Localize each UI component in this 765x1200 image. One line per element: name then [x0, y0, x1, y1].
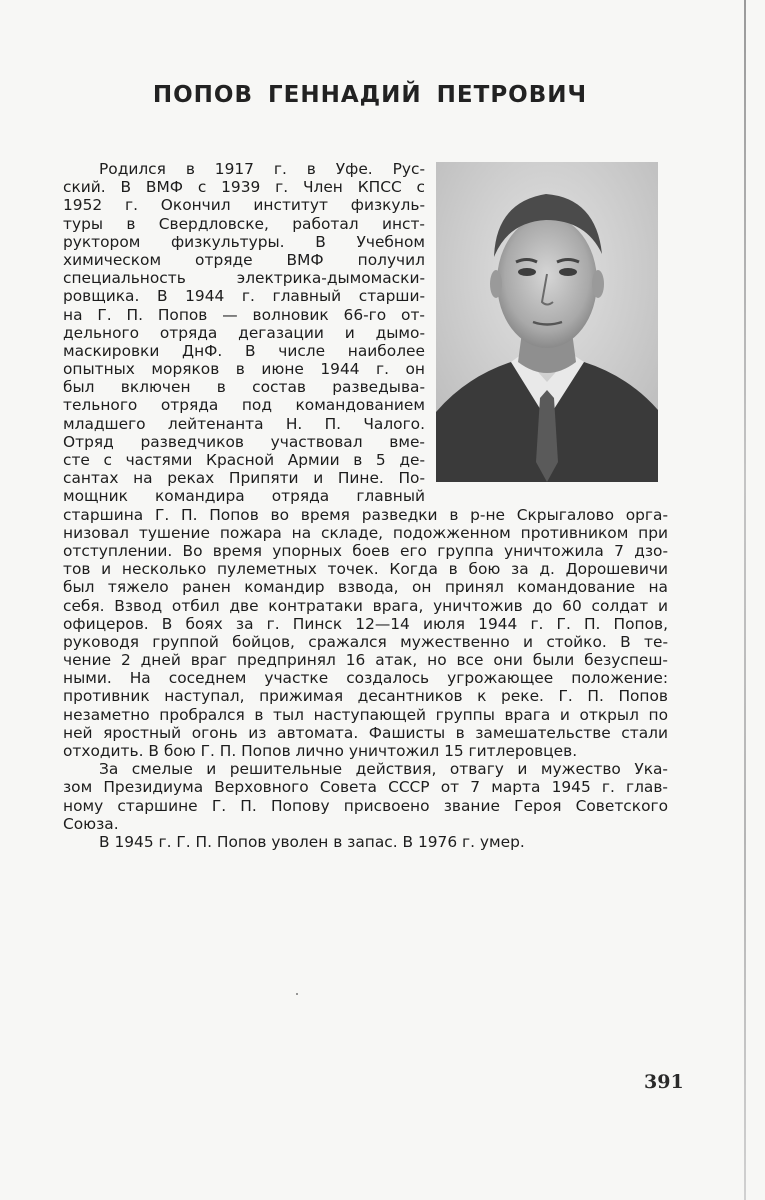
text-line: чение 2 дней враг предпринял 16 атак, но все они были безуспеш- [63, 651, 668, 670]
text-line: отступлении. Во время упорных боев его группа уничтожила 7 дзо- [63, 541, 668, 560]
page-edge-line [744, 0, 746, 1200]
text-line: руководя группой бойцов, сражался мужественно и стойко. В те- [63, 632, 668, 651]
text-line: 1952 г. Окончил институт физкуль- [63, 196, 425, 215]
text-line: себя. Взвод отбил две контратаки врага, уничтожив до 60 солдат и [63, 596, 668, 615]
text-line: сантах на реках Припяти и Пине. По- [63, 469, 425, 488]
text-line: руктором физкультуры. В Учебном [63, 232, 425, 251]
text-line: противник наступал, прижимая десантников к реке. Г. П. Попов [63, 687, 668, 706]
biography-text [63, 160, 668, 851]
text-line: ский. В ВМФ с 1939 г. Член КПСС с [63, 178, 425, 197]
text-line: офицеров. В боях за г. Пинск 12—14 июля 1944 г. Г. П. Попов, [63, 614, 668, 633]
text-line: тов и несколько пулеметных точек. Когда в бою за д. Дорошевичи [63, 560, 668, 579]
text-line: ными. На соседнем участке создалось угрожающее положение: [63, 669, 668, 688]
text-line: незаметно пробрался в тыл наступающей группы врага и открыл по [63, 705, 668, 724]
text-line: мощник командира отряда главный [63, 487, 425, 506]
text-line: тельного отряда под командованием [63, 396, 425, 415]
text-line: был включен в состав разведыва- [63, 378, 425, 397]
text-line: дельного отряда дегазации и дымо- [63, 323, 425, 342]
page-number: 391 [644, 1071, 684, 1093]
text-line: ному старшине Г. П. Попову присвоено звание Героя Советского [63, 796, 668, 815]
text-line: зом Президиума Верховного Совета СССР от 7 марта 1945 г. глав- [63, 778, 668, 797]
text-line: младшего лейтенанта Н. П. Чалого. [63, 414, 425, 433]
text-line: маскировки ДнФ. В числе наиболее [63, 341, 425, 360]
text-line: За смелые и решительные действия, отвагу и мужество Ука- [99, 760, 668, 779]
text-line: Родился в 1917 г. в Уфе. Рус- [99, 160, 425, 178]
text-line: ровщика. В 1944 г. главный старши- [63, 287, 425, 306]
text-line: Союза. [63, 814, 119, 833]
text-line: низовал тушение пожара на складе, подожженном противником при [63, 523, 668, 542]
text-line: специальность электрика-дымомаски- [63, 269, 425, 288]
text-line: на Г. П. Попов — волновик 66-го от- [63, 305, 425, 324]
text-line: был тяжело ранен командир взвода, он принял командование на [63, 578, 668, 597]
print-speck [296, 993, 298, 995]
text-line: опытных моряков в июне 1944 г. он [63, 360, 425, 379]
text-line: химическом отряде ВМФ получил [63, 250, 425, 269]
text-line: отходить. В бою Г. П. Попов лично уничтожил 15 гитлеровцев. [63, 742, 578, 760]
text-line: туры в Свердловске, работал инст- [63, 214, 425, 233]
text-line: ней яростный огонь из автомата. Фашисты в замешательстве стали [63, 723, 668, 742]
text-line: В 1945 г. Г. П. Попов уволен в запас. В 1976 г. умер. [99, 832, 525, 851]
text-line: старшина Г. П. Попов во время разведки в р-не Скрыгалово орга- [63, 505, 668, 524]
page-title: ПОПОВ ГЕННАДИЙ ПЕТРОВИЧ [152, 82, 588, 108]
text-line: сте с частями Красной Армии в 5 де- [63, 451, 425, 469]
text-line: Отряд разведчиков участвовал вме- [63, 432, 425, 451]
